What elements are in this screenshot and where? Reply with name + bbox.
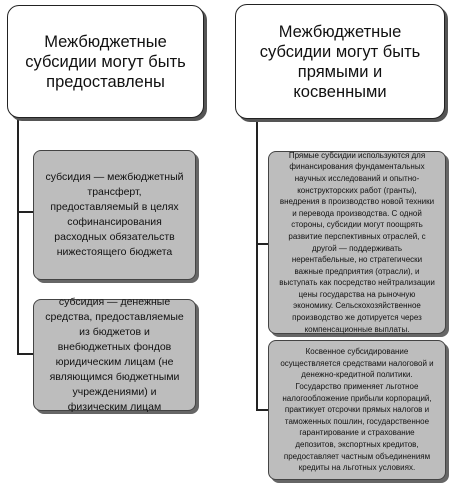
right-detail-box-1 [268,151,446,334]
left-branch-connector-1 [17,211,34,213]
right-vertical-connector [256,119,258,411]
right-header-title: Межбюджетные субсидии могут быть прямыми и косвенными [259,22,421,101]
right-detail-text-1: Прямые субсидии используются для финансирования фундаментальных научных исследований и опытно-конструкторских работ (гранты), внедрения в производство новой техники и перевода производства. С одной стороны, субсидии могут поощрять развитие перспективных отраслей, с другой — поддерживать нерентабельные, но стратегически важные предприятия (отрасли), и выступать как посредство нейтрализации цены государства на рыночную экономику. Сельскохозяйственное производство же дотируется через компенсационные выплаты. [279,150,435,334]
left-header-box [7,5,204,118]
left-vertical-connector [17,118,19,354]
left-detail-text-2: субсидия — денежные средства, предоставляемые из бюджетов и внебюджетных фондов юридическим лицам (не являющимся бюджетными учреждениями) и физическим лицам [45,296,184,413]
left-branch-connector-2 [17,353,34,355]
left-detail-box-2 [33,296,196,413]
left-header-title: Межбюджетные субсидии могут быть предоставлены [25,32,186,91]
right-detail-text-2: Косвенное субсидирование осуществляется средствами налоговой и денежно-кредитной политики. Государство применяет льготное налогообложение прибыли корпораций, практикует отсрочки прямых налогов и таможенных пошлин, государственное гарантирование и страхование депозитов, экспортных кредитов, предоставляет частным объединениям кредиты на льготных условиях. [280,347,434,473]
right-detail-box-2 [268,340,446,480]
left-detail-box-1 [33,150,196,280]
left-detail-text-1: субсидия — межбюджетный трансферт, предоставляемый в целях софинансирования расходных обязательств нижестоящего бюджета [45,171,184,258]
right-header-box [235,4,445,119]
